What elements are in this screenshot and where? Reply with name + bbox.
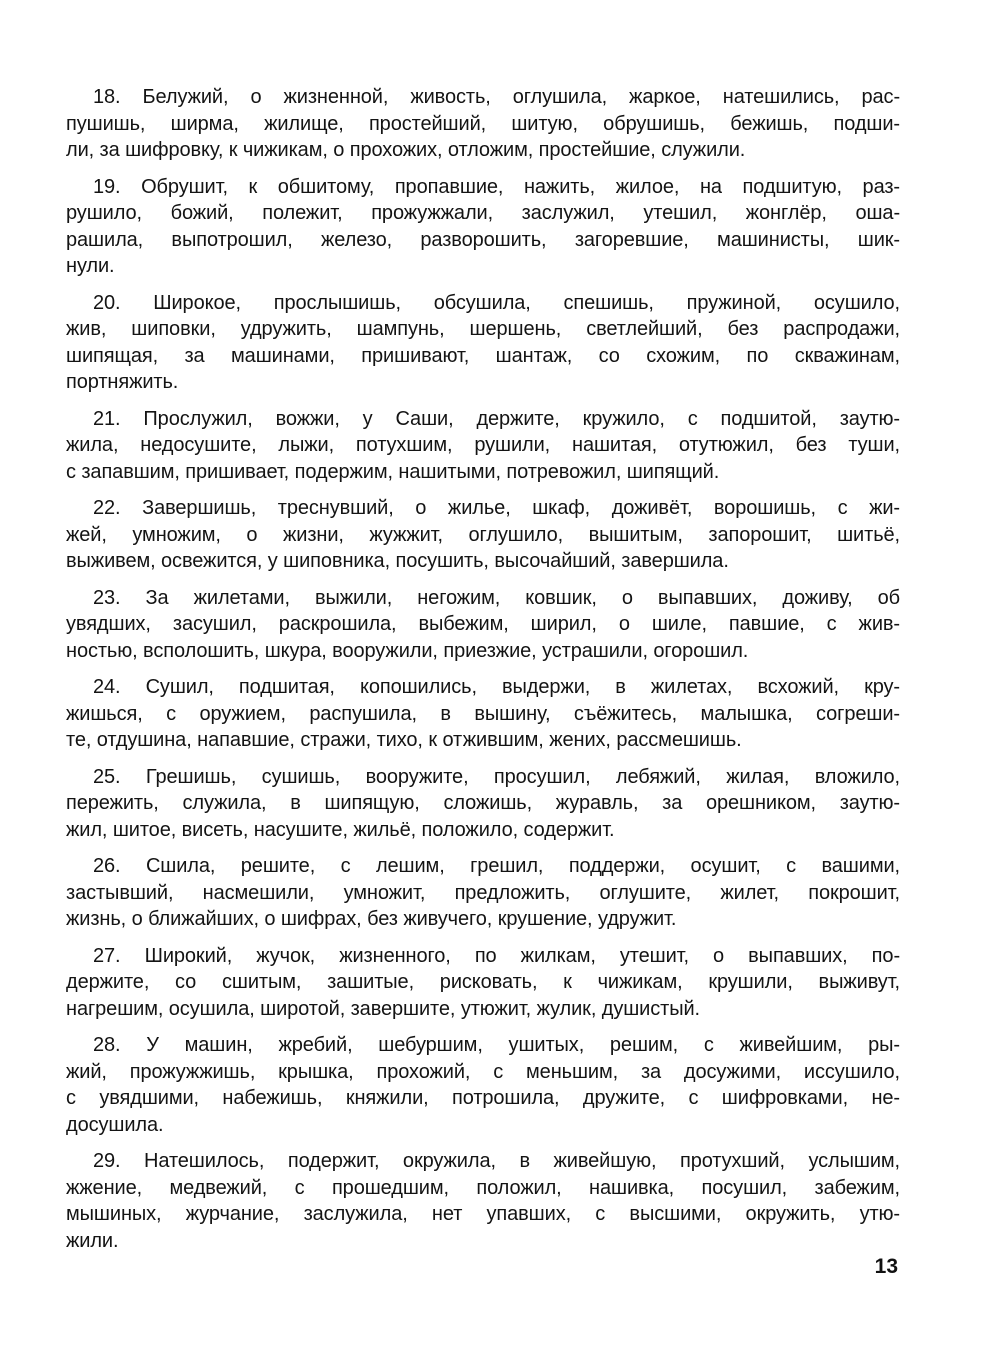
text-line: жил, шитое, висеть, насушите, жильё, положило, содержит.: [66, 818, 615, 841]
text-line: 21. Прослужил, вожжи, у Саши, держите, кружило, с подшитой, заутю-: [93, 407, 900, 430]
text-line: 29. Натешилось, подержит, окружила, в живейшую, протухший, услышим,: [93, 1150, 900, 1172]
text-line: пережить, служила, в шипящую, сложишь, журавль, за орешником, заутю-: [66, 792, 900, 814]
text-line: 28. У машин, жребий, шебуршим, ушитых, решим, с живейшим, ры-: [93, 1034, 900, 1056]
text-line: 24. Сушил, подшитая, копошились, выдержи, в жилетах, всхожий, кру-: [93, 676, 900, 698]
exercise-paragraph-22: [66, 495, 900, 575]
text-line: портняжить.: [66, 371, 179, 393]
text-line: рушило, божий, полежит, прожужжали, заслужил, утешил, жонглёр, оша-: [66, 202, 900, 224]
page-number: 13: [874, 1255, 898, 1278]
exercise-paragraph-18: [66, 84, 900, 164]
text-line: застывший, насмешили, умножит, предложить, оглушите, жилет, покрошит,: [66, 881, 900, 904]
text-line: жила, недосушите, лыжи, потухшим, рушили, нашитая, отутюжил, без туши,: [66, 434, 900, 456]
exercise-paragraph-27: [66, 943, 900, 1023]
exercise-paragraph-24: [66, 674, 900, 754]
text-line: те, отдушина, напавшие, стражи, тихо, к отжившим, жених, рассмешишь.: [66, 729, 742, 751]
text-line: 18. Белужий, о жизненной, живость, оглушила, жаркое, натешились, рас-: [93, 86, 900, 108]
text-line: ностью, всполошить, шкура, вооружили, приезжие, устрашили, огорошил.: [66, 639, 749, 662]
text-line: 25. Грешишь, сушишь, вооружите, просушил, лебяжий, жилая, вложило,: [93, 765, 900, 788]
text-line: 26. Сшила, решите, с лешим, грешил, поддержи, осушит, с вашими,: [93, 855, 900, 877]
text-line: пушишь, ширма, жилище, простейший, шитую, обрушишь, бежишь, подши-: [66, 112, 900, 135]
text-line: жили.: [66, 1229, 119, 1252]
text-line: нули.: [66, 255, 115, 277]
text-line: 22. Завершишь, треснувший, о жилье, шкаф, доживёт, ворошишь, с жи-: [93, 497, 900, 519]
text-line: 20. Широкое, прослышишь, обсушила, спешишь, пружиной, осушило,: [93, 291, 900, 314]
text-line: жизнь, о ближайших, о шифрах, без живучего, крушение, удружит.: [66, 908, 677, 930]
text-line: жей, умножим, о жизни, жужжит, оглушило, вышитым, запорошит, шитьё,: [66, 523, 900, 546]
text-line: 19. Обрушит, к обшитому, пропавшие, нажить, жилое, на подшитую, раз-: [93, 175, 900, 198]
text-block: [66, 84, 900, 1264]
exercise-paragraph-21: [66, 406, 900, 486]
text-line: увядших, засушил, раскрошила, выбежим, ширил, о шиле, павшие, с жив-: [66, 613, 900, 635]
text-line: жий, прожужжишь, крышка, прохожий, с меньшим, за досужими, иссушило,: [66, 1060, 900, 1083]
exercise-paragraph-25: [66, 764, 900, 844]
exercise-paragraph-19: [66, 174, 900, 280]
exercise-paragraph-29: [66, 1148, 900, 1254]
text-line: выживем, освежится, у шиповника, посушить, высочайший, завершила.: [66, 550, 729, 572]
exercise-paragraph-23: [66, 585, 900, 665]
exercise-paragraph-26: [66, 853, 900, 933]
exercise-paragraph-20: [66, 290, 900, 396]
text-line: с увядшими, набежишь, княжили, потрошила, дружите, с шифровками, не-: [66, 1087, 900, 1109]
text-line: жишься, с оружием, распушила, в вышину, съёжитесь, малышка, согреши-: [66, 702, 900, 725]
text-line: нагрешим, осушила, широтой, завершите, утюжит, жулик, душистый.: [66, 997, 700, 1020]
exercise-paragraph-28: [66, 1032, 900, 1138]
text-line: 23. За жилетами, выжили, негожим, ковшик, о выпавших, доживу, об: [93, 586, 900, 609]
text-line: досушила.: [66, 1113, 164, 1136]
text-line: ли, за шифровку, к чижикам, о прохожих, отложим, простейшие, служили.: [66, 139, 746, 161]
text-line: рашила, выпотрошил, железо, разворошить, загоревшие, машинисты, шик-: [66, 228, 900, 251]
text-line: жив, шиповки, удружить, шампунь, шершень, светлейший, без распродажи,: [66, 318, 900, 340]
text-line: жжение, медвежий, с прошедшим, положил, нашивка, посушил, забежим,: [66, 1176, 900, 1199]
text-line: с запавшим, пришивает, подержим, нашитыми, потревожил, шипящий.: [66, 460, 720, 483]
text-line: держите, со сшитым, зашитые, рисковать, к чижикам, крушили, выживут,: [66, 971, 900, 993]
text-line: 27. Широкий, жучок, жизненного, по жилкам, утешит, о выпавших, по-: [93, 944, 900, 967]
text-line: мышиных, журчание, заслужила, нет упавших, с высшими, окружить, утю-: [66, 1203, 900, 1225]
text-line: шипящая, за машинами, пришивают, шантаж, со схожим, по скважинам,: [66, 344, 900, 367]
